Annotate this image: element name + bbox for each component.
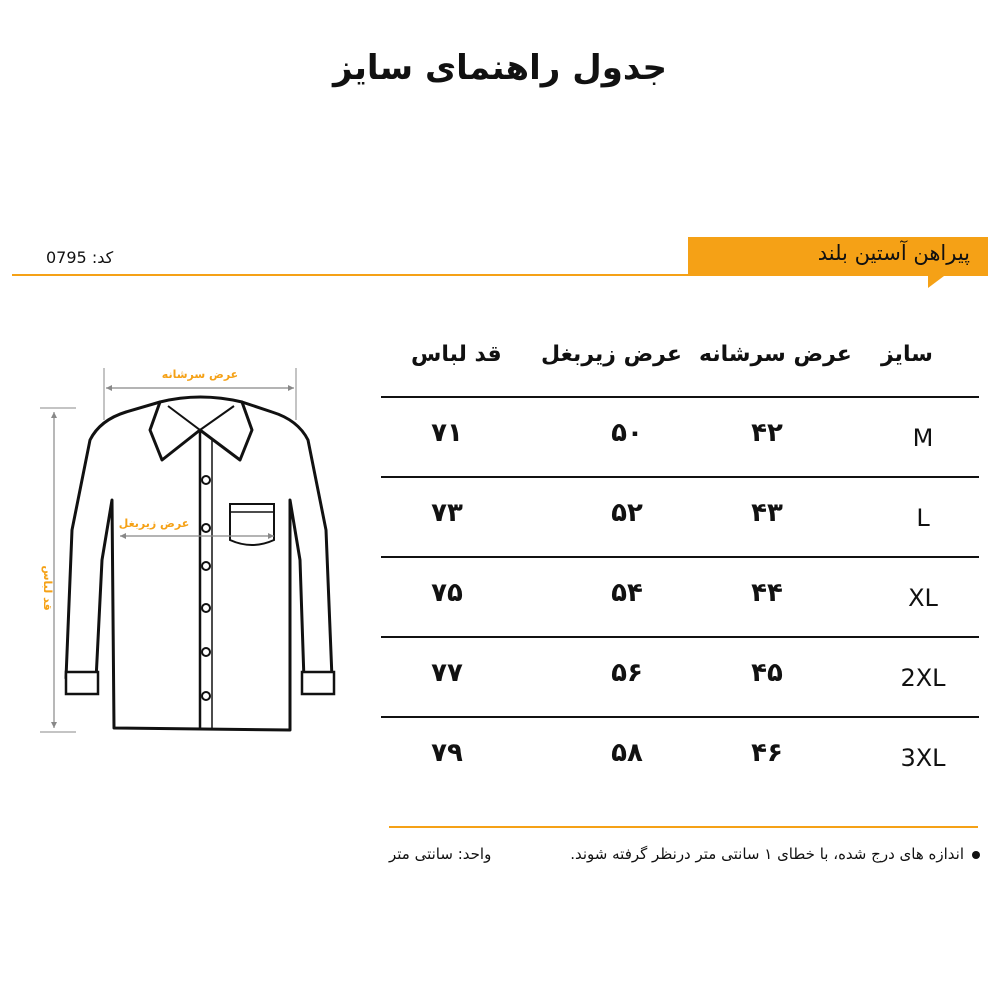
bullet-icon xyxy=(972,851,980,859)
product-code-value: 0795 xyxy=(46,248,87,267)
shirt-diagram xyxy=(20,360,350,760)
chest-width-label: عرض زیربغل xyxy=(118,517,190,530)
measurement-note-text: اندازه های درج شده، با خطای ۱ سانتی متر درنظر گرفته شوند. xyxy=(570,845,964,863)
table-row xyxy=(381,558,979,638)
page-title: جدول راهنمای سایز xyxy=(333,48,667,88)
header-shoulder: عرض سرشانه xyxy=(699,342,852,367)
product-banner xyxy=(688,237,988,276)
size-cell: L xyxy=(916,504,930,532)
chest-cell: ۵۸ xyxy=(611,738,643,768)
size-table xyxy=(381,330,979,796)
table-row xyxy=(381,398,979,478)
footer-divider xyxy=(389,826,978,828)
length-cell: ۷۷ xyxy=(431,658,463,688)
length-cell: ۷۱ xyxy=(431,418,463,448)
chest-cell: ۵۶ xyxy=(611,658,643,688)
size-cell: XL xyxy=(908,584,938,612)
size-cell: M xyxy=(912,424,934,452)
product-code xyxy=(46,248,113,267)
length-cell: ۷۹ xyxy=(431,738,463,768)
chest-cell: ۵۴ xyxy=(611,578,643,608)
length-cell: ۷۳ xyxy=(431,498,463,528)
shoulder-cell: ۴۶ xyxy=(751,738,783,768)
product-code-label: کد: xyxy=(91,248,114,267)
unit-note: واحد: سانتی متر xyxy=(389,845,492,863)
shoulder-cell: ۴۵ xyxy=(751,658,783,688)
product-name: پیراهن آستین بلند xyxy=(817,241,970,265)
shoulder-width-label: عرض سرشانه xyxy=(161,368,239,381)
chest-cell: ۵۲ xyxy=(611,498,643,528)
header-chest: عرض زیربغل xyxy=(541,342,682,367)
shoulder-cell: ۴۳ xyxy=(751,498,783,528)
header-divider xyxy=(12,274,688,276)
size-cell: 2XL xyxy=(900,664,946,692)
size-cell: 3XL xyxy=(900,744,946,772)
chest-cell: ۵۰ xyxy=(611,418,643,448)
shoulder-cell: ۴۲ xyxy=(751,418,783,448)
header-length: قد لباس xyxy=(411,342,502,367)
length-cell: ۷۵ xyxy=(431,578,463,608)
table-row xyxy=(381,478,979,558)
measurement-note xyxy=(570,845,980,863)
table-row xyxy=(381,718,979,796)
length-label: قد لباس xyxy=(41,565,54,611)
table-header xyxy=(381,330,979,398)
header-size: سایز xyxy=(881,342,933,367)
shoulder-cell: ۴۴ xyxy=(751,578,783,608)
banner-tail xyxy=(928,276,944,288)
table-row xyxy=(381,638,979,718)
